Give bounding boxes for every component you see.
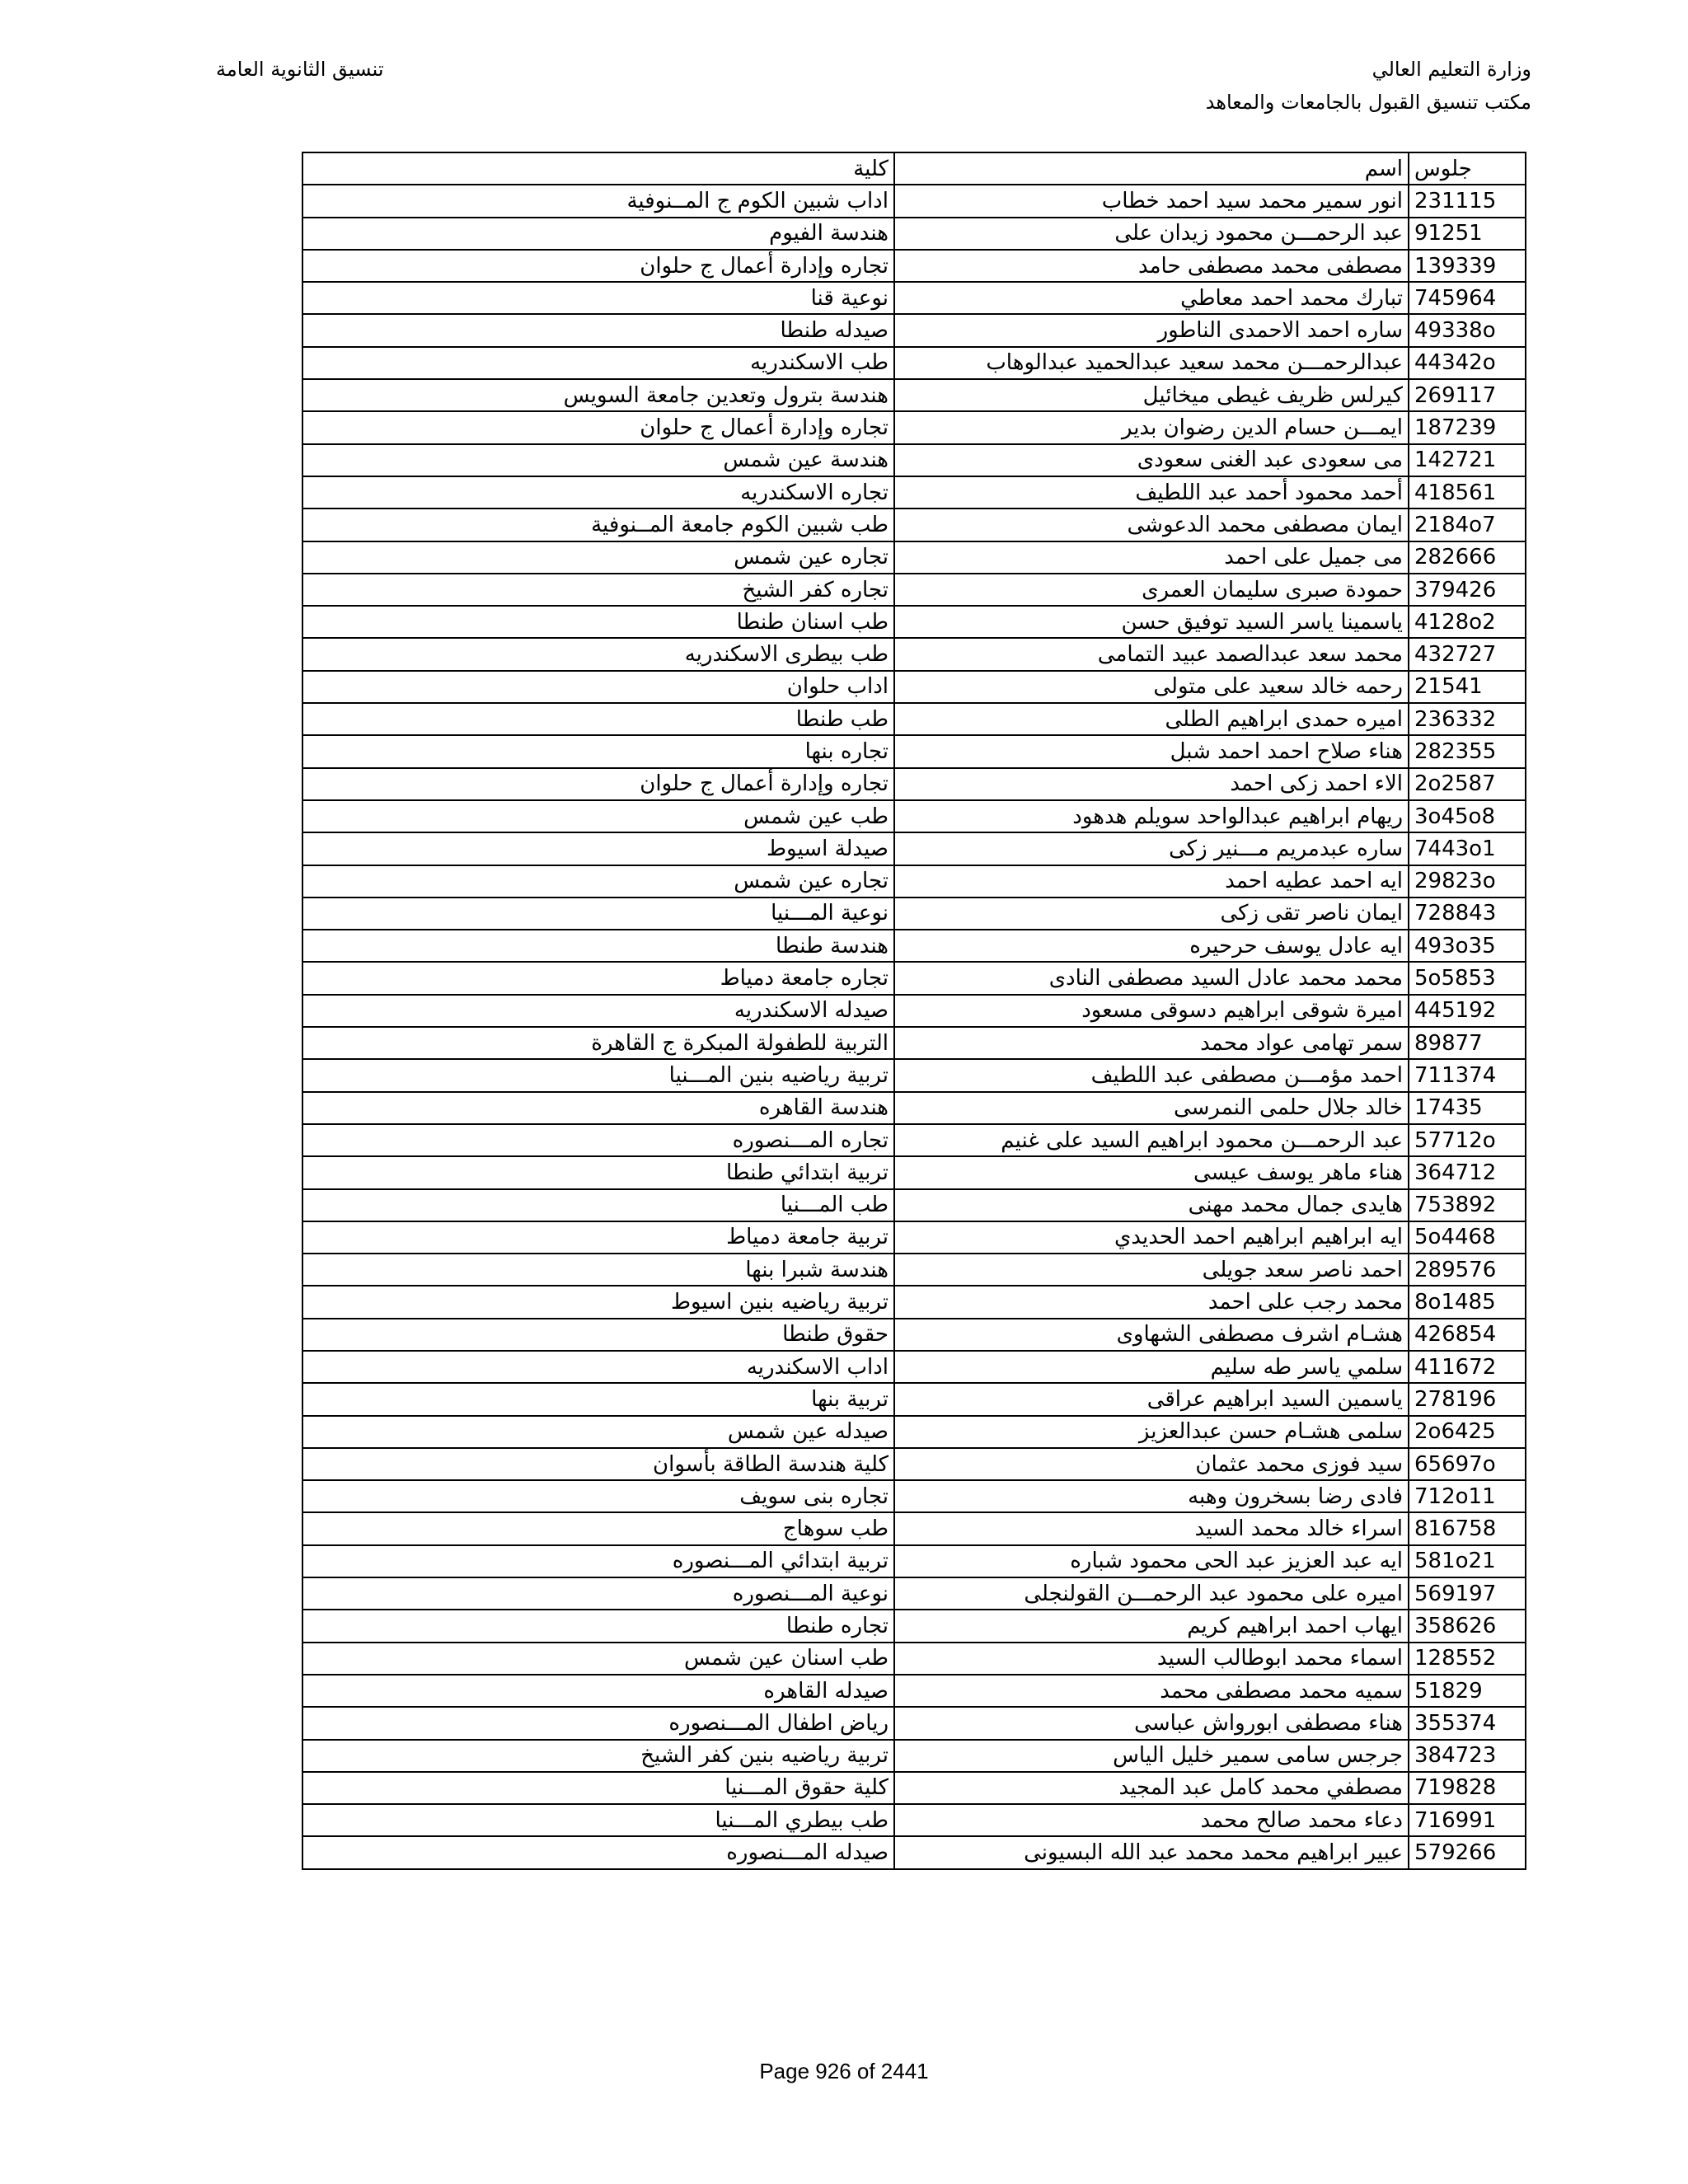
- seat-cell: 51829: [1409, 1675, 1526, 1707]
- faculty-cell: تجاره كفر الشيخ: [302, 574, 894, 606]
- name-cell: خالد جلال حلمى النمرسى: [894, 1092, 1409, 1124]
- name-cell: سيد فوزى محمد عثمان: [894, 1448, 1409, 1480]
- faculty-cell: تجاره بنى سويف: [302, 1480, 894, 1512]
- results-table: [302, 152, 1526, 1870]
- seat-cell: 716991: [1409, 1804, 1526, 1836]
- table-row: [302, 1189, 1526, 1221]
- seat-cell: 418561: [1409, 476, 1526, 509]
- faculty-cell: كلية حقوق المـــنيا: [302, 1772, 894, 1804]
- faculty-cell: طب الاسكندريه: [302, 347, 894, 379]
- name-cell: أحمد محمود أحمد عبد اللطيف: [894, 476, 1409, 509]
- table-row: [302, 250, 1526, 282]
- seat-cell: 278196: [1409, 1383, 1526, 1415]
- name-cell: اسراء خالد محمد السيد: [894, 1512, 1409, 1544]
- seat-cell: 4128o2: [1409, 606, 1526, 638]
- seat-cell: 432727: [1409, 638, 1526, 670]
- table-row: [302, 1545, 1526, 1577]
- seat-cell: 5o5853: [1409, 962, 1526, 994]
- faculty-cell: طب طنطا: [302, 703, 894, 735]
- name-cell: ياسمين السيد ابراهيم عراقى: [894, 1383, 1409, 1415]
- seat-cell: 57712o: [1409, 1124, 1526, 1156]
- faculty-cell: طب اسنان عين شمس: [302, 1643, 894, 1675]
- table-row: [302, 800, 1526, 832]
- name-cell: سلمى هشـام حسن عبدالعزيز: [894, 1416, 1409, 1448]
- name-cell: احمد مؤمـــن مصطفى عبد اللطيف: [894, 1059, 1409, 1091]
- faculty-cell: هندسة بترول وتعدين جامعة السويس: [302, 379, 894, 411]
- seat-cell: 3o45o8: [1409, 800, 1526, 832]
- column-header-seat: جلوس: [1409, 152, 1526, 185]
- table-row: [302, 703, 1526, 735]
- column-header-name: اسم: [894, 152, 1409, 185]
- table-row: [302, 832, 1526, 865]
- faculty-cell: طب شبين الكوم جامعة المــنوفية: [302, 509, 894, 541]
- faculty-cell: تربية ابتدائي المـــنصوره: [302, 1545, 894, 1577]
- table-row: [302, 1319, 1526, 1351]
- faculty-cell: رياض اطفال المـــنصوره: [302, 1707, 894, 1739]
- name-cell: ايمان ناصر تقى زكى: [894, 898, 1409, 930]
- table-header-row: [302, 152, 1526, 185]
- name-cell: عبد الرحمـــن محمود زيدان على: [894, 218, 1409, 250]
- seat-cell: 581o21: [1409, 1545, 1526, 1577]
- seat-cell: 364712: [1409, 1156, 1526, 1188]
- faculty-cell: هندسة شبرا بنها: [302, 1254, 894, 1286]
- seat-cell: 128552: [1409, 1643, 1526, 1675]
- faculty-cell: هندسة الفيوم: [302, 218, 894, 250]
- table-row: [302, 865, 1526, 898]
- table-row: [302, 1740, 1526, 1772]
- faculty-cell: تجاره عين شمس: [302, 541, 894, 574]
- name-cell: جرجس سامى سمير خليل الياس: [894, 1740, 1409, 1772]
- table-row: [302, 930, 1526, 962]
- name-cell: ايه عبد العزيز عبد الحى محمود شباره: [894, 1545, 1409, 1577]
- page-number: Page 926 of 2441: [759, 2059, 929, 2083]
- faculty-cell: تربية رياضيه بنين اسيوط: [302, 1286, 894, 1318]
- faculty-cell: نوعية قنا: [302, 282, 894, 314]
- name-cell: ايه احمد عطيه احمد: [894, 865, 1409, 898]
- faculty-cell: طب اسنان طنطا: [302, 606, 894, 638]
- faculty-cell: تجاره وإدارة أعمال ج حلوان: [302, 768, 894, 800]
- faculty-cell: طب بيطرى الاسكندريه: [302, 638, 894, 670]
- name-cell: ايه عادل يوسف حرحيره: [894, 930, 1409, 962]
- faculty-cell: اداب شبين الكوم ج المــنوفية: [302, 185, 894, 217]
- table-row: [302, 1480, 1526, 1512]
- table-row: [302, 574, 1526, 606]
- table-row: [302, 411, 1526, 443]
- table-row: [302, 1351, 1526, 1383]
- faculty-cell: صيدله عين شمس: [302, 1416, 894, 1448]
- seat-cell: 384723: [1409, 1740, 1526, 1772]
- table-row: [302, 379, 1526, 411]
- table-row: [302, 1156, 1526, 1188]
- seat-cell: 139339: [1409, 250, 1526, 282]
- faculty-cell: تربية بنها: [302, 1383, 894, 1415]
- seat-cell: 187239: [1409, 411, 1526, 443]
- faculty-cell: صيدله الاسكندريه: [302, 995, 894, 1027]
- faculty-cell: صيدله المـــنصوره: [302, 1836, 894, 1868]
- seat-cell: 269117: [1409, 379, 1526, 411]
- name-cell: عبد الرحمـــن محمود ابراهيم السيد على غنيم: [894, 1124, 1409, 1156]
- faculty-cell: طب بيطري المـــنيا: [302, 1804, 894, 1836]
- seat-cell: 236332: [1409, 703, 1526, 735]
- seat-cell: 2o2587: [1409, 768, 1526, 800]
- table-row: [302, 1836, 1526, 1868]
- name-cell: هناء مصطفى ابورواش عباسى: [894, 1707, 1409, 1739]
- faculty-cell: هندسة القاهره: [302, 1092, 894, 1124]
- table-row: [302, 1772, 1526, 1804]
- table-row: [302, 282, 1526, 314]
- name-cell: ايمـــن حسام الدين رضوان بدير: [894, 411, 1409, 443]
- name-cell: سمر تهامى عواد محمد: [894, 1027, 1409, 1059]
- table-row: [302, 444, 1526, 476]
- seat-cell: 728843: [1409, 898, 1526, 930]
- name-cell: دعاء محمد صالح محمد: [894, 1804, 1409, 1836]
- faculty-cell: نوعية المـــنصوره: [302, 1577, 894, 1610]
- name-cell: محمد محمد عادل السيد مصطفى النادى: [894, 962, 1409, 994]
- faculty-cell: تجاره الاسكندريه: [302, 476, 894, 509]
- seat-cell: 445192: [1409, 995, 1526, 1027]
- seat-cell: 282355: [1409, 735, 1526, 767]
- seat-cell: 17435: [1409, 1092, 1526, 1124]
- table-row: [302, 1416, 1526, 1448]
- name-cell: ساره عبدمريم مـــنير زكى: [894, 832, 1409, 865]
- name-cell: سلمي ياسر طه سليم: [894, 1351, 1409, 1383]
- name-cell: انور سمير محمد سيد احمد خطاب: [894, 185, 1409, 217]
- faculty-cell: نوعية المـــنيا: [302, 898, 894, 930]
- seat-cell: 289576: [1409, 1254, 1526, 1286]
- table-row: [302, 995, 1526, 1027]
- table-row: [302, 1707, 1526, 1739]
- name-cell: مى سعودى عبد الغنى سعودى: [894, 444, 1409, 476]
- name-cell: عبير ابراهيم محمد محمد عبد الله البسيونى: [894, 1836, 1409, 1868]
- faculty-cell: التربية للطفولة المبكرة ج القاهرة: [302, 1027, 894, 1059]
- name-cell: الاء احمد زكى احمد: [894, 768, 1409, 800]
- faculty-cell: طب عين شمس: [302, 800, 894, 832]
- faculty-cell: اداب حلوان: [302, 671, 894, 703]
- table-row: [302, 1254, 1526, 1286]
- faculty-cell: كلية هندسة الطاقة بأسوان: [302, 1448, 894, 1480]
- seat-cell: 355374: [1409, 1707, 1526, 1739]
- name-cell: ايه ابراهيم ابراهيم احمد الحديدي: [894, 1221, 1409, 1254]
- seat-cell: 753892: [1409, 1189, 1526, 1221]
- name-cell: اميره على محمود عبد الرحمـــن القولنجلى: [894, 1577, 1409, 1610]
- table-row: [302, 962, 1526, 994]
- name-cell: هشـام اشرف مصطفى الشهاوى: [894, 1319, 1409, 1351]
- seat-cell: 816758: [1409, 1512, 1526, 1544]
- table-row: [302, 898, 1526, 930]
- name-cell: ساره احمد الاحمدى الناطور: [894, 314, 1409, 346]
- faculty-cell: حقوق طنطا: [302, 1319, 894, 1351]
- seat-cell: 29823o: [1409, 865, 1526, 898]
- table-row: [302, 735, 1526, 767]
- name-cell: اميره حمدى ابراهيم الطلى: [894, 703, 1409, 735]
- seat-cell: 712o11: [1409, 1480, 1526, 1512]
- faculty-cell: طب المـــنيا: [302, 1189, 894, 1221]
- faculty-cell: صيدله القاهره: [302, 1675, 894, 1707]
- seat-cell: 49338o: [1409, 314, 1526, 346]
- seat-cell: 379426: [1409, 574, 1526, 606]
- table-row: [302, 1221, 1526, 1254]
- table-row: [302, 1124, 1526, 1156]
- seat-cell: 719828: [1409, 1772, 1526, 1804]
- table-row: [302, 1643, 1526, 1675]
- table-row: [302, 541, 1526, 574]
- seat-cell: 493o35: [1409, 930, 1526, 962]
- name-cell: ريهام ابراهيم عبدالواحد سويلم هدهود: [894, 800, 1409, 832]
- name-cell: هايدى جمال محمد مهنى: [894, 1189, 1409, 1221]
- name-cell: هناء صلاح احمد احمد شبل: [894, 735, 1409, 767]
- name-cell: عبدالرحمـــن محمد سعيد عبدالحميد عبدالوهاب: [894, 347, 1409, 379]
- name-cell: ياسمينا ياسر السيد توفيق حسن: [894, 606, 1409, 638]
- seat-cell: 426854: [1409, 1319, 1526, 1351]
- name-cell: كيرلس ظريف غيطى ميخائيل: [894, 379, 1409, 411]
- seat-cell: 5o4468: [1409, 1221, 1526, 1254]
- seat-cell: 8o1485: [1409, 1286, 1526, 1318]
- name-cell: مصطفى محمد مصطفى حامد: [894, 250, 1409, 282]
- seat-cell: 358626: [1409, 1610, 1526, 1642]
- section-title: تنسيق الثانوية العامة: [216, 58, 384, 81]
- name-cell: اميرة شوقى ابراهيم دسوقى مسعود: [894, 995, 1409, 1027]
- table-row: [302, 1448, 1526, 1480]
- table-row: [302, 768, 1526, 800]
- name-cell: هناء ماهر يوسف عيسى: [894, 1156, 1409, 1188]
- name-cell: تبارك محمد احمد معاطي: [894, 282, 1409, 314]
- office-title: مكتب تنسيق القبول بالجامعات والمعاهد: [1205, 91, 1531, 114]
- name-cell: احمد ناصر سعد جويلى: [894, 1254, 1409, 1286]
- seat-cell: 569197: [1409, 1577, 1526, 1610]
- seat-cell: 282666: [1409, 541, 1526, 574]
- table-row: [302, 185, 1526, 217]
- table-row: [302, 606, 1526, 638]
- seat-cell: 65697o: [1409, 1448, 1526, 1480]
- seat-cell: 579266: [1409, 1836, 1526, 1868]
- faculty-cell: اداب الاسكندريه: [302, 1351, 894, 1383]
- column-header-faculty: كلية: [302, 152, 894, 185]
- faculty-cell: صيدله طنطا: [302, 314, 894, 346]
- name-cell: حمودة صبرى سليمان العمرى: [894, 574, 1409, 606]
- seat-cell: 21541: [1409, 671, 1526, 703]
- seat-cell: 411672: [1409, 1351, 1526, 1383]
- seat-cell: 44342o: [1409, 347, 1526, 379]
- name-cell: رحمه خالد سعيد على متولى: [894, 671, 1409, 703]
- table-row: [302, 1610, 1526, 1642]
- name-cell: اسماء محمد ابوطالب السيد: [894, 1643, 1409, 1675]
- faculty-cell: تجاره وإدارة أعمال ج حلوان: [302, 411, 894, 443]
- faculty-cell: تربية رياضيه بنين المـــنيا: [302, 1059, 894, 1091]
- table-row: [302, 1059, 1526, 1091]
- ministry-title: وزارة التعليم العالي: [1372, 58, 1531, 81]
- name-cell: ايمان مصطفى محمد الدعوشى: [894, 509, 1409, 541]
- faculty-cell: تجاره المـــنصوره: [302, 1124, 894, 1156]
- name-cell: محمد سعد عبدالصمد عبيد التمامى: [894, 638, 1409, 670]
- table-row: [302, 1577, 1526, 1610]
- table-row: [302, 1383, 1526, 1415]
- table-row: [302, 1027, 1526, 1059]
- table-row: [302, 347, 1526, 379]
- name-cell: سميه محمد مصطفى محمد: [894, 1675, 1409, 1707]
- seat-cell: 89877: [1409, 1027, 1526, 1059]
- seat-cell: 142721: [1409, 444, 1526, 476]
- faculty-cell: تربية ابتدائي طنطا: [302, 1156, 894, 1188]
- seat-cell: 91251: [1409, 218, 1526, 250]
- seat-cell: 7443o1: [1409, 832, 1526, 865]
- seat-cell: 2o6425: [1409, 1416, 1526, 1448]
- seat-cell: 711374: [1409, 1059, 1526, 1091]
- table-row: [302, 476, 1526, 509]
- faculty-cell: تجاره بنها: [302, 735, 894, 767]
- name-cell: ايهاب احمد ابراهيم كريم: [894, 1610, 1409, 1642]
- name-cell: مى جميل على احمد: [894, 541, 1409, 574]
- faculty-cell: تجاره عين شمس: [302, 865, 894, 898]
- table-row: [302, 1512, 1526, 1544]
- faculty-cell: تجاره طنطا: [302, 1610, 894, 1642]
- table-row: [302, 314, 1526, 346]
- faculty-cell: هندسة عين شمس: [302, 444, 894, 476]
- faculty-cell: طب سوهاج: [302, 1512, 894, 1544]
- seat-cell: 2184o7: [1409, 509, 1526, 541]
- table-row: [302, 1804, 1526, 1836]
- faculty-cell: هندسة طنطا: [302, 930, 894, 962]
- table-row: [302, 671, 1526, 703]
- name-cell: مصطفي محمد كامل عبد المجيد: [894, 1772, 1409, 1804]
- faculty-cell: تربية رياضيه بنين كفر الشيخ: [302, 1740, 894, 1772]
- name-cell: محمد رجب على احمد: [894, 1286, 1409, 1318]
- seat-cell: 745964: [1409, 282, 1526, 314]
- faculty-cell: صيدلة اسيوط: [302, 832, 894, 865]
- seat-cell: 231115: [1409, 185, 1526, 217]
- table-row: [302, 218, 1526, 250]
- table-row: [302, 1286, 1526, 1318]
- faculty-cell: تجاره جامعة دمياط: [302, 962, 894, 994]
- table-row: [302, 1675, 1526, 1707]
- faculty-cell: تجاره وإدارة أعمال ج حلوان: [302, 250, 894, 282]
- table-row: [302, 638, 1526, 670]
- faculty-cell: تربية جامعة دمياط: [302, 1221, 894, 1254]
- table-row: [302, 1092, 1526, 1124]
- name-cell: فادى رضا بسخرون وهبه: [894, 1480, 1409, 1512]
- table-row: [302, 509, 1526, 541]
